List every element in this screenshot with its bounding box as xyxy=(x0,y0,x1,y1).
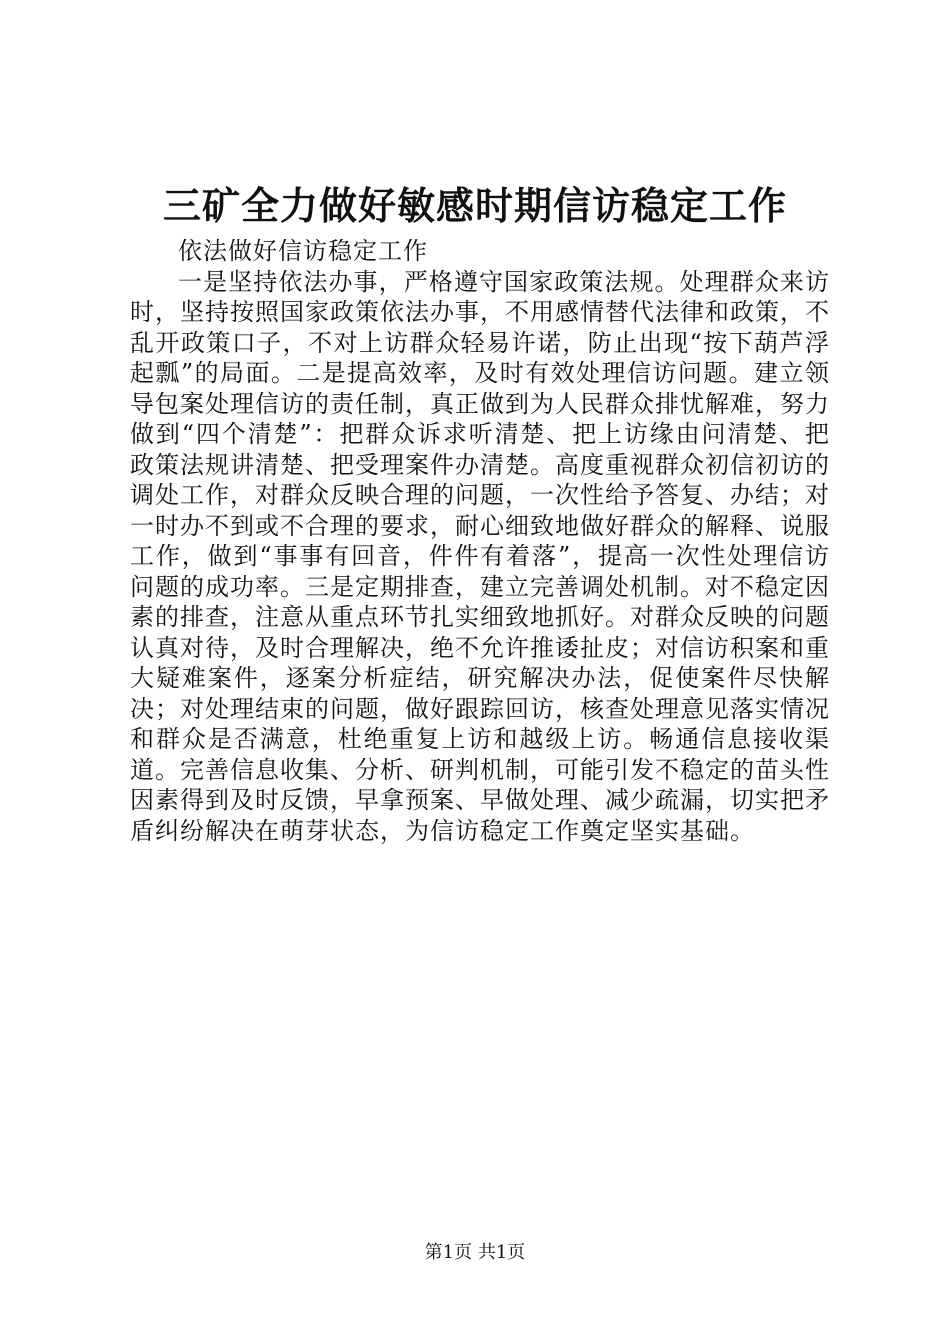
page-number-footer: 第1页 共1页 xyxy=(424,1242,526,1263)
document-body xyxy=(130,236,830,846)
section-subtitle: 依法做好信访稳定工作 xyxy=(178,237,428,265)
document-title: 三矿全力做好敏感时期信访稳定工作 xyxy=(162,183,787,228)
body-paragraph: 一是坚持依法办事，严格遵守国家政策法规。处理群众来访时，坚持按照国家政策依法办事，不用感情替代法律和政策，不乱开政策口子，不对上访群众轻易许诺，防止出现“按下葫芦浮起瓢”的局面。二是提高效率，及时有效处理信访问题。建立领导包案处理信访的责任制，真正做到为人民群众排忧解难，努力做到“四个清楚”：把群众诉求听清楚、把上访缘由问清楚、把政策法规讲清楚、把受理案件办清楚。高度重视群众初信初访的调处工作，对群众反映合理的问题，一次性给予答复、办结；对一时办不到或不合理的要求，耐心细致地做好群众的解释、说服工作，做到“事事有回音，件件有着落”，提高一次性处理信访问题的成功率。三是定期排查，建立完善调处机制。对不稳定因素的排查，注意从重点环节扎实细致地抓好。对群众反映的问题认真对待，及时合理解决，绝不允许推诿扯皮；对信访积案和重大疑难案件，逐案分析症结，研究解决办法，促使案件尽快解决；对处理结束的问题，做好跟踪回访，核查处理意见落实情况和群众是否满意，杜绝重复上访和越级上访。畅通信息接收渠道。完善信息收集、分析、研判机制，可能引发不稳定的苗头性因素得到及时反馈，早拿预案、早做处理、减少疏漏，切实把矛盾纠纷解决在萌芽状态，为信访稳定工作奠定坚实基础。 xyxy=(130,267,830,845)
